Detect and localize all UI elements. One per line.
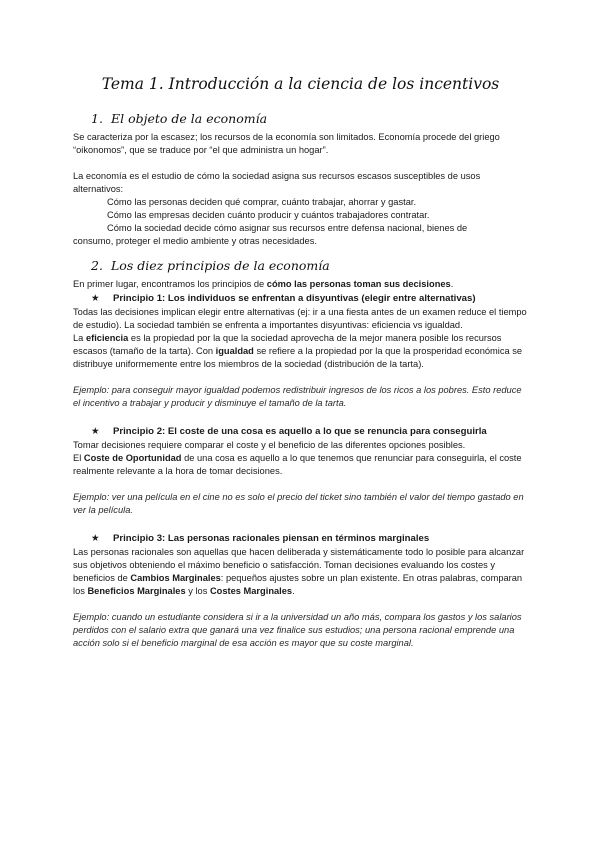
principle-2-text-2: El Coste de Oportunidad de una cosa es aquello a lo que tenemos que renunciar para conseguirla, el coste realmente relevante a la hora de tomar decisiones.: [73, 453, 522, 476]
s1-paragraph-2: La economía es el estudio de cómo la sociedad asigna sus recursos escasos susceptibles de usos alternativos:: [73, 171, 481, 194]
section-2-title: Los diez principios de la economía: [111, 258, 330, 273]
principle-1-heading: [91, 292, 528, 305]
s1-item-1: Cómo las personas deciden qué comprar, cuánto trabajar, ahorrar y gastar.: [107, 197, 417, 207]
star-icon: ★: [91, 533, 100, 544]
principle-2-example: Ejemplo: ver una película en el cine no es solo el precio del ticket sino también el valor del tiempo gastado en ver la película.: [73, 492, 524, 515]
principle-3-example: Ejemplo: cuando un estudiante considera si ir a la universidad un año más, compara los gastos y los salarios perdidos con el salario extra que ganará una vez finalice sus estudios; una persona racional emprende una acción solo si el beneficio marginal de esa acción es mayor que su coste marginal.: [73, 612, 522, 648]
section-2-heading: [91, 258, 528, 274]
star-icon: ★: [91, 426, 100, 437]
term-coste-oportunidad: Coste de Oportunidad: [83, 453, 182, 463]
term-beneficios-marginales: Beneficios Marginales: [87, 586, 186, 596]
s1-item-3a: Cómo la sociedad decide cómo asignar sus recursos entre defensa nacional, bienes de: [107, 223, 468, 233]
principle-1-example: Ejemplo: para conseguir mayor igualdad podemos redistribuir ingresos de los ricos a los pobres. Esto reduce el incentivo a trabajar y producir y disminuye el tamaño de la tarta.: [73, 385, 522, 408]
s2-intro-bold: cómo las personas toman sus decisiones: [266, 279, 451, 289]
page-title: Tema 1. Introducción a la ciencia de los incentivos: [101, 75, 500, 93]
s2-intro: En primer lugar, encontramos los principios de cómo las personas toman sus decisiones.: [73, 279, 454, 289]
principle-1-title: Principio 1: Los individuos se enfrentan a disyuntivas (elegir entre alternativas): [113, 293, 476, 304]
principle-1-text-2: La eficiencia es la propiedad por la que la sociedad aprovecha de la mejor manera posible los recursos escasos (tamaño de la tarta). Con igualdad se refiere a la propiedad por la que la prosperidad económica se distribuye uniformemente entre los miembros de la sociedad (distribución de la tarta).: [73, 333, 523, 369]
principle-2-heading: [91, 425, 528, 438]
principle-2-title: Principio 2: El coste de una cosa es aquello a lo que se renuncia para conseguirla: [113, 426, 487, 437]
principle-2-text-1: Tomar decisiones requiere comparar el coste y el beneficio de las diferentes opciones posibles.: [73, 440, 466, 450]
s1-paragraph-1: Se caracteriza por la escasez; los recursos de la economía son limitados. Economía procede del griego “oikonomos”, que se traduce por “el que administra un hogar”.: [73, 132, 500, 155]
section-1-number: 1.: [91, 111, 103, 126]
section-2-number: 2.: [91, 258, 103, 273]
term-cambios-marginales: Cambios Marginales: [130, 573, 221, 583]
term-eficiencia: eficiencia: [85, 333, 129, 343]
principle-1-text-1: Todas las decisiones implican elegir entre alternativas (ej: ir a una fiesta antes de un examen reduce el tiempo de estudio). La sociedad también se enfrenta a importantes disyuntivas: eficiencia vs igualdad.: [73, 307, 527, 330]
term-costes-marginales: Costes Marginales: [209, 586, 293, 596]
term-igualdad: igualdad: [215, 346, 254, 356]
star-icon: ★: [91, 293, 100, 304]
principle-3-heading: [91, 532, 528, 545]
principle-3-text-1: Las personas racionales son aquellas que hacen deliberada y sistemáticamente todo lo posible para alcanzar sus objetivos obteniendo el máximo beneficio o satisfacción. Toman decisiones evaluando los costes y beneficios de Cambios Marginales: pequeños ajustes sobre un plan existente. En otras palabras, comparan los Beneficios Marginales y los Costes Marginales.: [73, 547, 525, 596]
s1-item-2: Cómo las empresas deciden cuánto producir y cuántos trabajadores contratar.: [107, 210, 430, 220]
section-1-heading: [91, 111, 528, 127]
s1-item-3b: consumo, proteger el medio ambiente y otras necesidades.: [73, 236, 317, 246]
section-1-title: El objeto de la economía: [111, 111, 268, 126]
principle-3-title: Principio 3: Las personas racionales piensan en términos marginales: [113, 533, 430, 544]
